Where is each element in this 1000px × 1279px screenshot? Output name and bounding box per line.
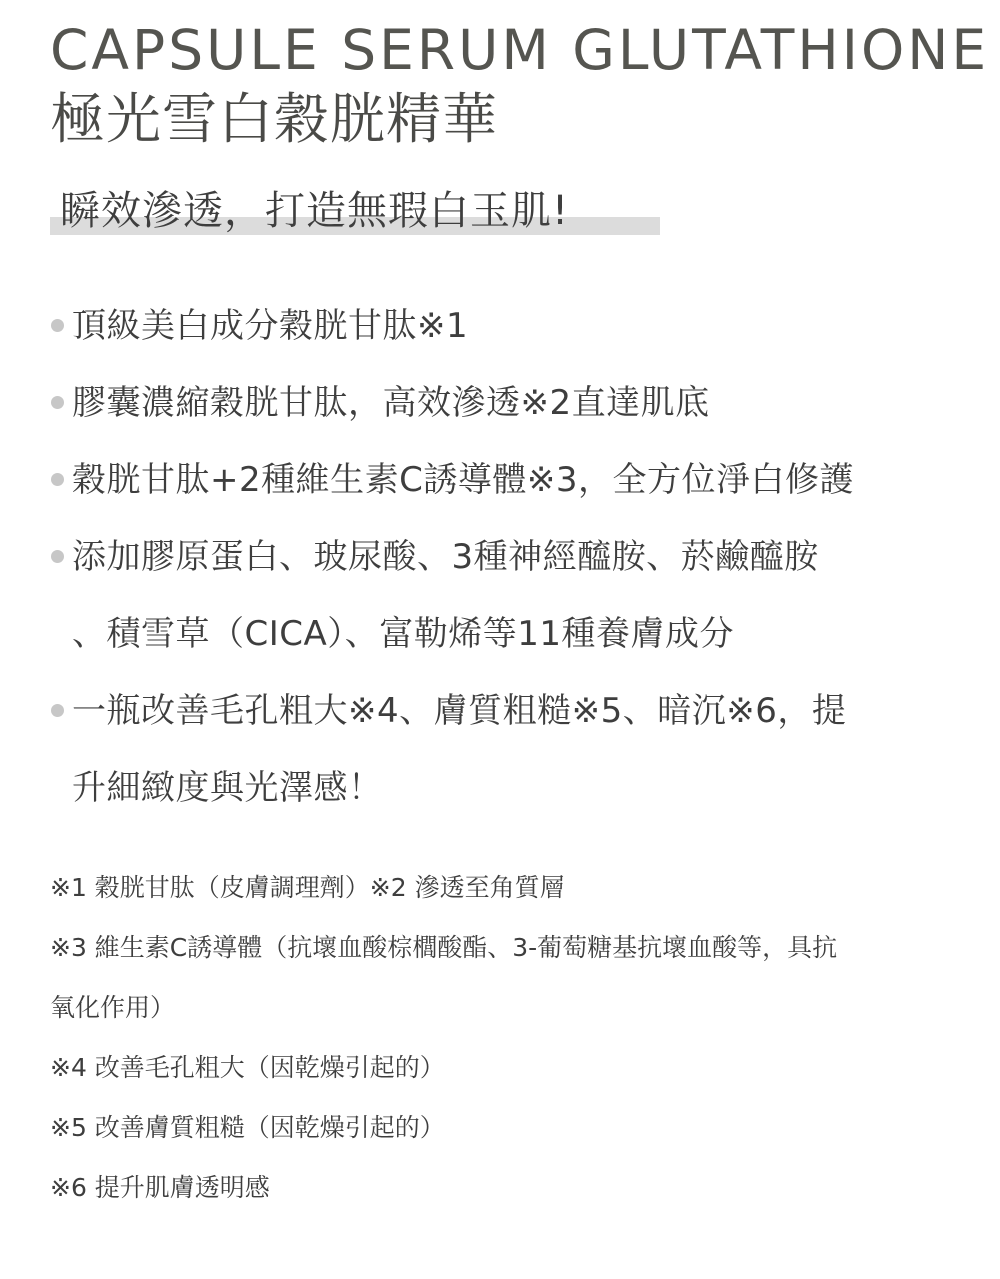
feature-item	[48, 288, 968, 365]
bullet-dot-icon	[51, 550, 64, 563]
footnote: ※6 提升肌膚透明感	[50, 1173, 270, 1202]
feature-item	[48, 442, 968, 519]
footnote: ※4 改善毛孔粗大（因乾燥引起的）	[50, 1053, 445, 1082]
bullet-dot-icon	[51, 704, 64, 717]
bullet-dot-icon	[51, 319, 64, 332]
feature-list	[48, 288, 968, 827]
tagline-block	[50, 183, 569, 243]
footnote: ※3 維生素C誘導體（抗壞血酸棕櫚酸酯、3-葡萄糖基抗壞血酸等，具抗	[50, 933, 838, 962]
footnote: ※5 改善膚質粗糙（因乾燥引起的）	[50, 1113, 445, 1142]
feature-text: 添加膠原蛋白、玻尿酸、3種神經醯胺、菸鹼醯胺	[72, 537, 819, 577]
product-title-chinese: 極光雪白穀胱精華	[50, 87, 499, 151]
feature-item	[48, 673, 968, 827]
footnote-list	[50, 858, 970, 1218]
feature-item	[48, 519, 968, 673]
bullet-dot-icon	[51, 473, 64, 486]
feature-text: 一瓶改善毛孔粗大※4、膚質粗糙※5、暗沉※6，提	[72, 691, 847, 731]
tagline: 瞬效滲透，打造無瑕白玉肌!	[60, 188, 570, 234]
feature-text: 穀胱甘肽+2種維生素C誘導體※3，全方位淨白修護	[72, 460, 854, 500]
feature-text-continued: 升細緻度與光澤感！	[72, 768, 383, 808]
feature-item	[48, 365, 968, 442]
footnote-continued: 氧化作用）	[50, 993, 176, 1022]
product-title-english: CAPSULE SERUM GLUTATHIONE	[50, 18, 990, 82]
feature-text: 頂級美白成分穀胱甘肽※1	[72, 306, 469, 346]
bullet-dot-icon	[51, 396, 64, 409]
feature-text-continued: 、積雪草（CICA）、富勒烯等11種養膚成分	[72, 614, 735, 654]
footnote: ※1 穀胱甘肽（皮膚調理劑）※2 滲透至角質層	[50, 873, 565, 902]
feature-text: 膠囊濃縮穀胱甘肽，高效滲透※2直達肌底	[72, 383, 710, 423]
